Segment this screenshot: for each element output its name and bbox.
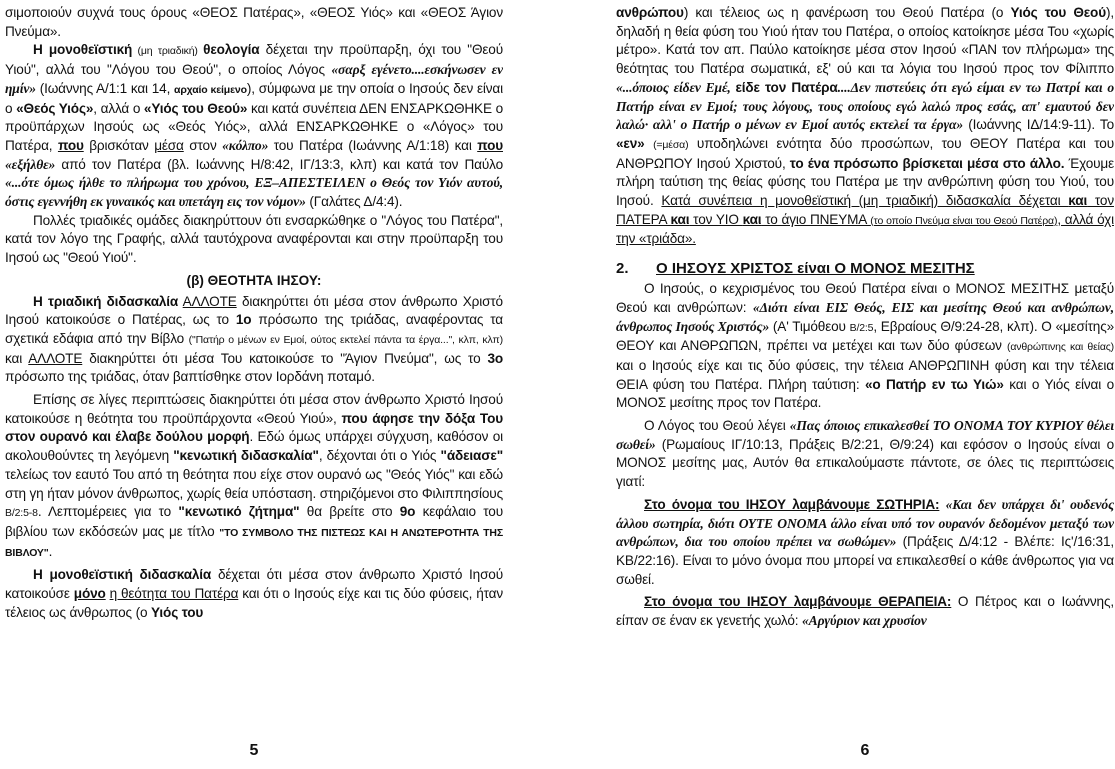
text-run: ΑΛΛΟΤΕ [28,350,83,366]
text-run: . Λεπτομέρειες για το [37,504,179,520]
paragraph [5,293,503,388]
paragraph [5,41,503,211]
paragraph [5,566,503,622]
text-run: και [670,211,690,227]
text-run: και ότι ο Ιησούς είχε και τις δύο φύσεις, ήταν τέλειος ως άνθρωπος (ο [5,586,503,620]
text-run: (το οποίο Πνεύμα είναι του Θεού Πατέρα) [870,214,1058,227]
text-run: πρόσωπο της τριάδας, όταν βαπτίσθηκε στον Ιορδάνη ποταμό. [5,369,375,385]
text-run: . Εδώ όμως υπάρχει σύγχυση, καθόσον οι ακολουθούντες τη λεγόμενη [5,429,503,464]
text-run: ΑΛΛΟΤΕ [182,293,237,309]
text-run: «σαρξ εγένετο....εσκήνωσεν εν ημίν» [5,62,503,96]
text-run: ) και τέλειος ως η φανέρωση του Θεού Πατέρα (ο [683,5,1011,20]
text-run: Πολλές τριαδικές ομάδες διακηρύττουν ότι ενσαρκώθηκε ο "Λόγος του Πατέρα", κατά τον λόγο της Γραφής, αλλά ταυτόχρονα αναφέρονται και στην προϋπαρξη του Ιησού ως "Θεού Υιού". [5,212,503,266]
text-run: ), δηλαδή η θεία φύση του Υιού ήταν του Πατέρα, ο οποίος κατοίκησε μέσα Του «χωρίς μέτρο». Κατά τον απ. Παύλο κατοίκησε μέσα στον Ιησού «ΠΑΝ τον πλήρωμα» της θεότητας του Πατέρα σωματικά, εξ' ού και τα λόγια του Ιησού προς τον Φίλιππο [616,5,1114,77]
paragraph [616,417,1114,492]
text-run: (Πράξεις Δ/4:12 - Βλέπε: Ις'/16:31, ΚΒ/22:16). Είναι το μόνο όνομα που μπορεί να επικαλεσθεί ο κάθε άνθρωπος για να σωθεί. [616,534,1114,587]
text-run: Επίσης σε λίγες περιπτώσεις διακηρύττει ότι μέσα στον άνθρωπο Χριστό Ιησού κατοικούσε η θεότητα του προϋπάρχοντα «Θεού Υιού», [5,392,503,426]
text-run: "κενωτικό ζήτημα" [178,504,300,520]
paragraph [5,391,503,562]
text-run: θεολογία [203,42,260,58]
text-run: Η τριαδική διδασκαλία [33,293,179,309]
text-run: ("Πατήρ ο μένων εν Εμοί, ούτος εκτελεί πάντα τα έργα...", κλπ, κλπ) [188,333,503,346]
text-run [645,136,654,151]
text-run: (Γαλάτες Δ/4:4). [305,194,403,210]
text-run: και κατά συνέπεια ΔΕΝ ΕΝΣΑΡΚΩΘΗΚΕ ο προϋπάρχων Ιησούς ως «Θεός Υιός», αλλά ΕΝΣΑΡΚΩΘΗΚΕ ο «Λόγος» του Πατέρα, [5,100,503,153]
text-run: Υιός του [151,604,204,620]
text-run: που [477,137,503,153]
text-run: του Πατέρα (Ιωάννης Α/1:18) και [268,137,478,153]
text-run: «...ότε όμως ήλθε το πλήρωμα του χρόνου, ΕΞ–ΑΠΕΣΤΕΙΛΕΝ ο Θεός τον Υιόν αυτού, όστις εγεννήθη εκ γυναικός και υπετάγη εις τον νόμον» [5,175,503,210]
text-run: 9ο [399,504,416,520]
text-run: "κενωτική διδασκαλία" [173,448,319,464]
page-number: 6 [860,742,870,759]
text-run: «Διότι είναι ΕΙΣ Θεός, ΕΙΣ και μεσίτης Θεού και ανθρώπων, άνθρωπος Ιησούς Χριστός» [616,299,1114,334]
page-left [5,4,503,764]
text-run: δέχεται την προϋπαρξη, όχι του "Θεού Υιού", αλλά του "Λόγου του Θεού", ο οποίος Λόγος [5,42,503,78]
text-run: και ο Υιός είναι ο ΜΟΝΟΣ μεσίτης προς τον Πατέρα. [616,376,1114,411]
text-run: 3ο [487,350,503,366]
text-run: Β/2:5 [849,321,874,334]
text-run: «κόλπο» [222,137,269,153]
text-run: δέχεται ότι μέσα στον άνθρωπο Χριστό Ιησού κατοικούσε [5,567,503,602]
paragraph [5,4,503,41]
text-run: «εν» [616,135,645,151]
text-run: "άδειασε" [440,448,503,464]
text-run: Η μονοθεϊστική [33,42,133,58]
text-run: «...όποιος είδεν Εμέ, [616,79,736,95]
text-run: διακηρύττει ότι μέσα Του κατοικούσε το "Άγιον Πνεύμα", ως το [82,350,488,366]
paragraph [616,4,1114,249]
text-run: Στο όνομα του ΙΗΣΟΥ λαμβάνουμε ΣΩΤΗΡΙΑ: [644,496,940,512]
text-run: είδε τον Πατέρα [735,79,838,95]
text-run: η θεότητα του Πατέρα [109,586,239,602]
text-run: "ΤΟ ΣΥΜΒΟΛΟ ΤΗΣ ΠΙΣΤΕΩΣ ΚΑΙ Η ΑΝΩΤΕΡΟΤΗΤΑ ΤΗΣ ΒΙΒΛΟΥ" [5,526,503,559]
text-run: «ο Πατήρ εν τω Υιώ» [864,376,1004,392]
text-run: (Α' Τιμόθεου [769,318,850,334]
text-run: που άφησε την δόξα Του στον ουρανό και έλαβε δούλου μορφή [5,410,503,445]
paragraph [616,496,1114,590]
text-run: . [48,543,53,559]
text-run: και [1068,193,1088,209]
text-run: «Υιός του Θεού» [143,100,248,116]
text-run: και ο Ιησούς είχε και τις δύο φύσεις, την τέλεια ΑΝΘΡΩΠΙΝΗ φύση και την τέλεια ΘΕΙΑ φύση του Πατέρα. Πλήρη ταύτιση: [616,357,1114,392]
text-run: Υιός του Θεού [1010,5,1106,20]
text-run: και [5,350,29,366]
paragraph [5,212,503,268]
text-run: σιμοποιούν συχνά τους όρους «ΘΕΟΣ Πατέρας», «ΘΕΟΣ Υιός» και «ΘΕΟΣ Άγιον Πνεύμα». [5,5,503,39]
paragraph [616,593,1114,630]
text-run: 1ο [235,312,252,328]
text-run: μέσα [154,137,184,153]
text-run: Έχουμε πλήρη ταύτιση της θείας φύσης του Πατέρα με την ανθρώπινη φύση του Υιού, του Ιησού. [616,155,1114,209]
text-run: το ένα πρόσωπο βρίσκεται μέσα στο άλλο. [789,155,1065,171]
page-number: 5 [249,742,259,759]
text-run: βρισκόταν [83,137,155,153]
chapter-title: Ο ΙΗΣΟΥΣ ΧΡΙΣΤΟΣ είναι Ο ΜΟΝΟΣ ΜΕΣΙΤΗΣ [656,260,975,278]
text-run: «Αργύριον και χρυσίον [802,613,927,629]
text-run: , Εβραίους Θ/9:24-28, κλπ). Ο «μεσίτης» ΘΕΟΥ και ΑΝΘΡΩΠΩΝ, πρέπει να μετέχει και των δύο φύσεων [616,318,1114,354]
text-run: Ο Πέτρος και ο Ιωάννης, είπαν σε έναν εκ γενετής χωλό: [616,594,1114,629]
section-heading: (β) ΘΕΟΤΗΤΑ ΙΗΣΟΥ: [186,272,322,288]
text-run: «Και δεν υπάρχει δι' ουδενός άλλου σωτηρία, διότι ΟΥΤΕ ΟΝΟΜΑ άλλο είναι υπό τον ουρανόν δεδομένον μεταξύ των ανθρώπων, δια του οποίου πρέπει να σωθώμεν» [616,496,1114,550]
text-run: «εξήλθε» [5,156,56,172]
text-run: (μη τριαδική) [132,45,204,58]
text-run: Στο όνομα του ΙΗΣΟΥ λαμβάνουμε ΘΕΡΑΠΕΙΑ: [644,594,952,610]
text-run: και [742,211,762,227]
text-run: , αλλά όχι την «τριάδα». [616,211,1114,247]
text-run: διακηρύττει ότι μέσα στον άνθρωπο Χριστό Ιησού κατοικούσε ο Πατέρας, ως το [5,293,503,328]
text-run: που [57,137,84,153]
text-run: , δέχονται ότι ο Υιός [318,448,441,464]
text-run: , αλλά ο [93,100,144,116]
text-run: (Ιωάννης ΙΔ/14:9-11). Το [963,117,1114,133]
text-run: ), σύμφωνα με την οποία ο Ιησούς δεν είναι ο [5,80,503,116]
text-run: ....Δεν πιστεύεις ότι εγώ είμαι εν τω Πατρί και ο Πατήρ είναι εν Εμοί; τους λόγους, τους οποίους εγώ λαλώ προς εσάς, απ' εμαυτού δεν λαλώ· αλλ' ο Πατήρ ο μένων εν Εμοί αυτός εκτελεί τα έργα» [616,79,1114,133]
text-run: ανθρώπου [616,5,684,20]
chapter-number: 2. [616,260,629,278]
text-run: Κατά συνέπεια η μονοθεϊστική (μη τριαδική) διδασκαλία δέχεται [661,193,1069,209]
text-run: (=μέσα) [653,138,689,151]
text-run: από τον Πατέρα (βλ. Ιωάννης Η/8:42, ΙΓ/13:3, κλπ) και κατά τον Παύλο [55,156,503,172]
text-run: το άγιο ΠΝΕΥΜΑ [761,211,871,227]
text-run: τον ΥΙΟ [689,211,743,227]
text-run: υποδηλώνει ενότητα δύο προσώπων, του ΘΕΟΥ Πατέρα και του ΑΝΘΡΩΠΟΥ Ιησού Χριστού, [616,135,1114,171]
text-run: μόνο [73,586,106,602]
text-run: «Θεός Υιός» [16,100,94,116]
text-run: «Πας όποιος επικαλεσθεί ΤΟ ΟΝΟΜΑ ΤΟΥ ΚΥΡΙΟΥ θέλει σωθεί» [616,418,1114,452]
chapter-heading [616,259,1114,278]
text-run: (ανθρώπινης και θείας) [1006,341,1114,354]
text-run: τον ΠΑΤΕΡΑ [616,193,1114,227]
text-run: αρχαίο κείμενο [174,83,247,96]
text-run: Ο Ιησούς, ο κεχρισμένος του Θεού Πατέρα είναι ο ΜΟΝΟΣ ΜΕΣΙΤΗΣ μεταξύ Θεού και ανθρώπων: [616,281,1114,315]
text-run: πρόσωπο της τριάδας, αναφέροντας τα σχετικά εδάφια από την Βίβλο [5,312,503,346]
text-run: Η μονοθεϊστική διδασκαλία [33,567,212,583]
text-run: Β/2:5-8 [5,507,38,520]
text-run: κεφάλαιο του βιβλίου των εκδόσεών μας με τίτλο [5,504,503,539]
text-run: (Ρωμαίους ΙΓ/10:13, Πράξεις Β/2:21, Θ/9:24) και εφόσον ο Ιησούς είναι ο ΜΟΝΟΣ μεσίτης μας, Αυτόν θα επικαλούμαστε πάντοτε, σε όλες τις περιπτώσεις γιατί: [616,436,1114,490]
text-run: στον [183,137,223,153]
text-run: θα βρείτε στο [299,504,400,520]
text-run: Ο Λόγος του Θεού λέγει [644,418,790,434]
text-run: τελείως τον εαυτό Του από τη θεότητα που είχε στον ουρανό ως "Θεός Υιός" και εδώ στη γη ήταν μόνον άνθρωπος, χωρίς θεία υπόσταση. στηριζόμενοι στο Φιλιππησίους [5,466,503,501]
text-run: (Ιωάννης Α/1:1 και 14, [35,80,175,96]
page-right [616,4,1114,764]
paragraph [616,280,1114,413]
